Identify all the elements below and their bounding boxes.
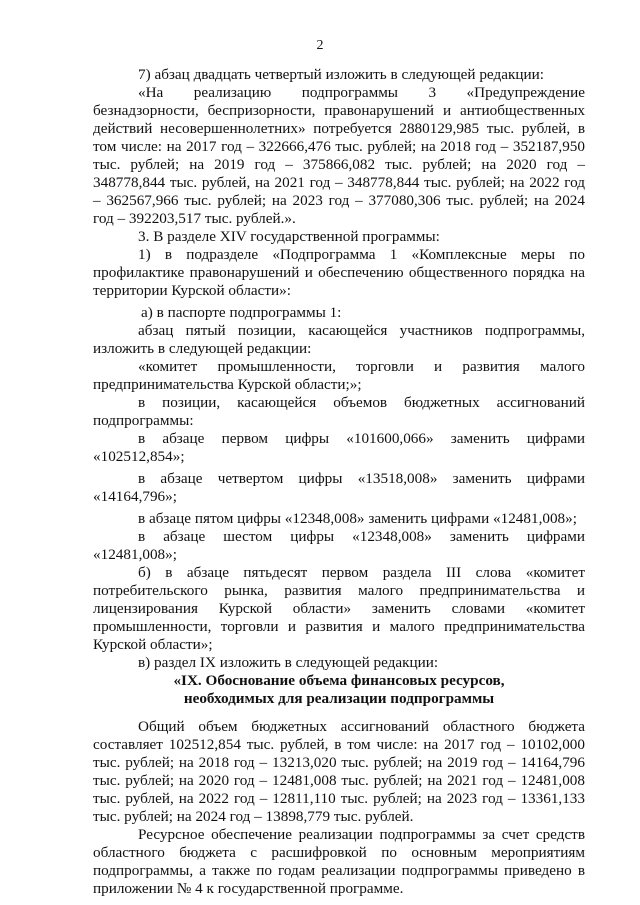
paragraph: в абзаце четвертом цифры «13518,008» заменить цифрами «14164,796»; bbox=[93, 470, 585, 505]
page-number: 2 bbox=[316, 38, 324, 53]
paragraph: в абзаце первом цифры «101600,066» заменить цифрами «102512,854»; bbox=[93, 430, 585, 465]
paragraph: в позиции, касающейся объемов бюджетных ассигнований подпрограммы: bbox=[93, 394, 585, 429]
paragraph: абзац пятый позиции, касающейся участников подпрограммы, изложить в следующей редакции: bbox=[93, 322, 585, 357]
paragraph: 3. В разделе XIV государственной программы: bbox=[138, 228, 440, 245]
paragraph: 1) в подразделе «Подпрограмма 1 «Комплексные меры по профилактике правонарушений и обеспечению общественного порядка на территории Курской области»: bbox=[93, 246, 585, 299]
paragraph: «На реализацию подпрограммы 3 «Предупреждение безнадзорности, беспризорности, правонарушений и антиобщественных действий несовершеннолетних» потребуется 2880129,985 тыс. рублей, в том числе: на 2017 год – 322666,476 тыс. рублей; на 2018 год – 352187,950 тыс. рублей; на 2019 год – 375866,082 тыс. рублей; на 2020 год – 348778,844 тыс. рублей, на 2021 год – 348778,844 тыс. рублей; на 2022 год – 362567,966 тыс. рублей; на 2023 год – 377080,306 тыс. рублей; на 2024 год – 392203,517 тыс. рублей.». bbox=[93, 84, 585, 227]
paragraph: в) раздел IX изложить в следующей редакции: bbox=[138, 654, 439, 671]
paragraph: а) в паспорте подпрограммы 1: bbox=[141, 304, 342, 321]
paragraph: «комитет промышленности, торговли и развития малого предпринимательства Курской области;»; bbox=[93, 358, 585, 393]
section-heading-line: необходимых для реализации подпрограммы bbox=[183, 690, 495, 707]
section-heading-line: «IX. Обоснование объема финансовых ресурсов, bbox=[173, 672, 505, 689]
section-heading bbox=[93, 672, 585, 708]
paragraph: Ресурсное обеспечение реализации подпрограммы за счет средств областного бюджета с расшифровкой по основным мероприятиям подпрограммы, а также по годам реализации подпрограммы приведено в приложении № 4 к государственной программе. bbox=[93, 826, 585, 897]
paragraph: Общий объем бюджетных ассигнований областного бюджета составляет 102512,854 тыс. рублей, в том числе: на 2017 год – 10102,000 тыс. рублей; на 2018 год – 13213,020 тыс. рублей; на 2019 год – 14164,796 тыс. рублей; на 2020 год – 12481,008 тыс. рублей; на 2021 год – 12481,008 тыс. рублей, на 2022 год – 12811,110 тыс. рублей; на 2023 год – 13361,133 тыс. рублей; на 2024 год – 13898,779 тыс. рублей. bbox=[93, 718, 585, 825]
paragraph: 7) абзац двадцать четвертый изложить в следующей редакции: bbox=[138, 66, 544, 83]
paragraph: б) в абзаце пятьдесят первом раздела III слова «комитет потребительского рынка, развития малого предпринимательства и лицензирования Курской области» заменить словами «комитет промышленности, торговли и развития и малого предпринимательства Курской области»; bbox=[93, 564, 585, 653]
document-body bbox=[93, 66, 585, 898]
paragraph: в абзаце пятом цифры «12348,008» заменить цифрами «12481,008»; bbox=[138, 510, 577, 527]
paragraph: в абзаце шестом цифры «12348,008» заменить цифрами «12481,008»; bbox=[93, 528, 585, 563]
